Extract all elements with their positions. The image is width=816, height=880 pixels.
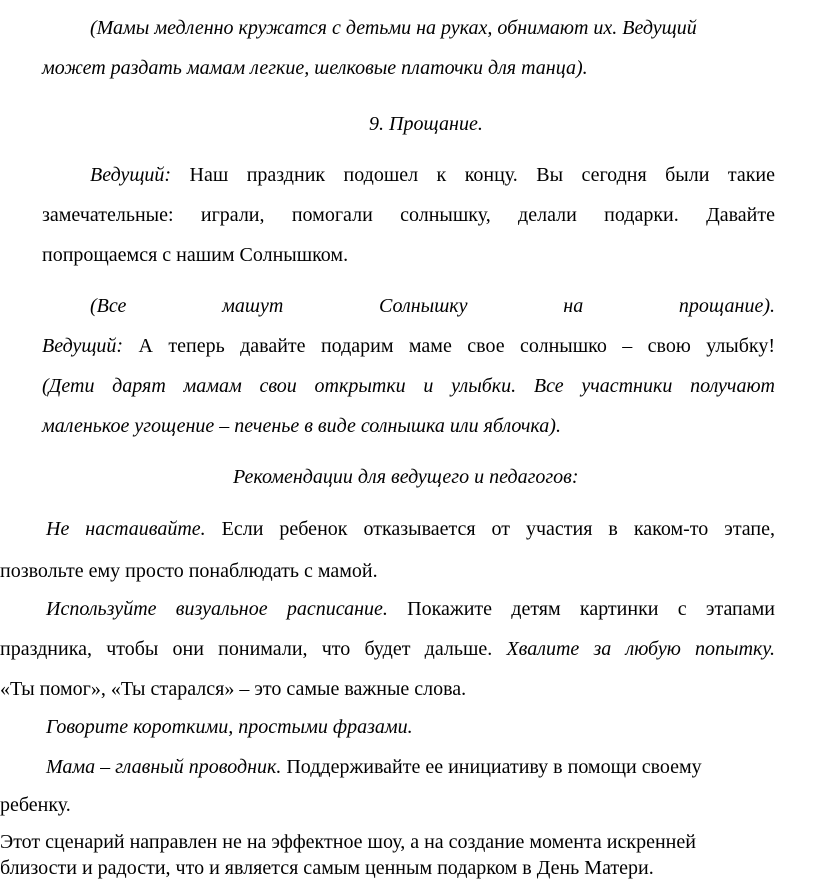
speech-text: Наш праздник подошел к концу. Вы сегодня были такие [189,164,775,186]
recommendation-lead: Используйте визуальное расписание. [46,598,388,620]
word: на [563,295,584,317]
recommendation-lead: Не настаивайте. [46,518,206,540]
speaker-label: Ведущий: [90,164,172,186]
recommendation-lead: Хвалите за любую попытку. [506,638,775,660]
stage-direction-line: может раздать мамам легкие, шелковые платочки для танца). [42,57,588,79]
recommendation-line [0,637,775,661]
word: (Все [90,295,127,317]
recommendation-lead: Мама – главный проводник. [46,756,282,778]
word: прощание). [678,295,775,317]
stage-direction-line: (Мамы медленно кружатся с детьми на руках, обнимают их. Ведущий [90,17,697,39]
host-speech-line: замечательные: играли, помогали солнышку, делали подарки. Давайте [42,204,775,226]
recommendation-line [46,597,775,621]
recommendations-title: Рекомендации для ведущего и педагогов: [233,466,579,488]
recommendation-line: ребенку. [0,794,71,816]
recommendation-text: Покажите детям картинки с этапами [407,598,775,620]
word: машут [222,295,284,317]
conclusion-line: близости и радости, что и является самым ценным подарком в День Матери. [0,857,654,879]
speaker-label: Ведущий: [42,335,124,357]
recommendation-lead: Говорите короткими, простыми фразами. [46,716,413,738]
recommendation-text: Поддерживайте ее инициативу в помощи своему [286,756,702,778]
stage-direction-line: (Дети дарят мамам свои открытки и улыбки. Все участники получают [42,375,775,397]
host-speech-line [42,334,775,358]
word: Солнышку [379,295,468,317]
conclusion-line: Этот сценарий направлен не на эффектное шоу, а на создание момента искренней [0,831,696,853]
recommendation-text: Если ребенок отказывается от участия в каком-то этапе, [221,518,775,540]
recommendation-line [46,517,775,541]
recommendation-line [46,755,702,779]
stage-direction-line [90,294,775,318]
speech-text: А теперь давайте подарим маме свое солнышко – свою улыбку! [138,335,776,357]
section-title: 9. Прощание. [369,113,483,135]
stage-direction-line: маленькое угощение – печенье в виде солнышка или яблочка). [42,415,561,437]
recommendation-text: праздника, чтобы они понимали, что будет дальше. [0,638,493,660]
host-speech-line: попрощаемся с нашим Солнышком. [42,244,349,266]
host-speech-line [90,163,775,187]
recommendation-line: «Ты помог», «Ты старался» – это самые важные слова. [0,678,467,700]
recommendation-line: позвольте ему просто понаблюдать с мамой. [0,560,378,582]
